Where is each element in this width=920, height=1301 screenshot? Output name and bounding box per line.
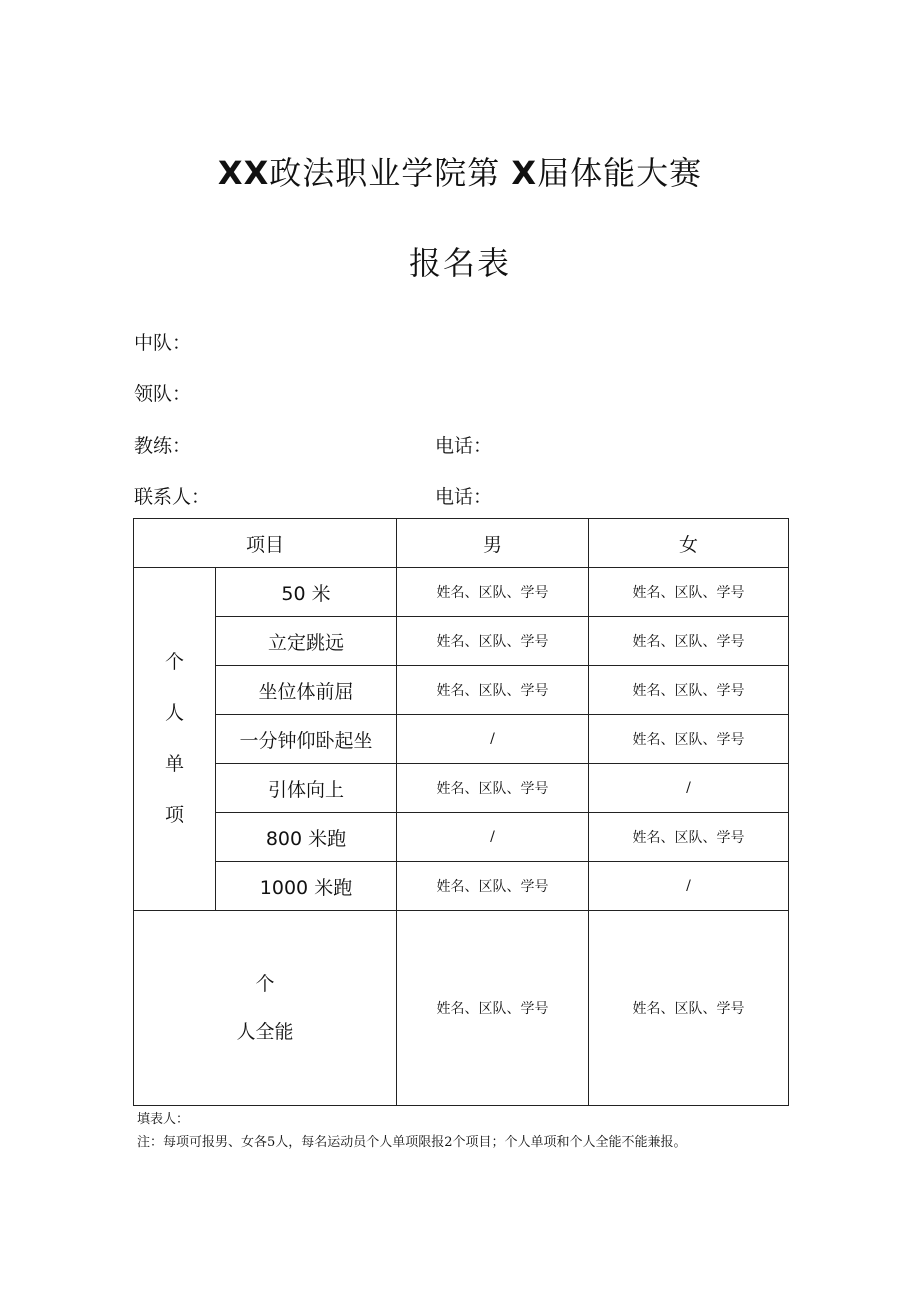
event-label: 米 [311,582,331,605]
coach-phone-label: 电话： [435,435,493,457]
all-around-line2: 人全能 [236,1021,294,1043]
event-name [216,813,397,862]
title-x: X [511,154,538,192]
event-number: 800 [265,827,303,850]
squad-label: 中队： [134,332,192,354]
table-row-all-around [134,911,789,1106]
event-name: 坐位体前屈 [216,666,397,715]
category-char: 人 [164,702,184,724]
female-entry: 姓名、区队、学号 [589,911,789,1106]
event-number: 50 [281,582,306,605]
table-row [134,666,789,715]
event-name: 立定跳远 [216,617,397,666]
header-male: 男 [397,519,589,568]
category-individual [134,568,216,911]
registration-table [133,518,789,1106]
event-label: 米跑 [314,876,353,899]
category-all-around [134,911,397,1106]
table-header-row [134,519,789,568]
category-char: 个 [164,651,184,673]
event-name [216,862,397,911]
event-name [216,568,397,617]
page-subtitle: 报名表 [408,244,511,282]
event-number: 1000 [259,876,309,899]
category-char: 单 [164,753,184,775]
table-row [134,715,789,764]
female-entry: 姓名、区队、学号 [589,666,789,715]
title-prefix: XX [217,154,270,192]
leader-label: 领队： [134,383,192,405]
table-row [134,764,789,813]
title-suffix: 届体能大赛 [537,154,703,192]
event-name: 引体向上 [216,764,397,813]
table-row [134,617,789,666]
table-row [134,568,789,617]
header-female: 女 [589,519,789,568]
male-entry: 姓名、区队、学号 [397,911,589,1106]
header-item: 项目 [134,519,397,568]
table-row [134,862,789,911]
female-entry: 姓名、区队、学号 [589,715,789,764]
event-name: 一分钟仰卧起坐 [216,715,397,764]
category-char: 项 [164,804,184,826]
all-around-line1: 个 [255,973,275,995]
male-entry: 姓名、区队、学号 [397,764,589,813]
male-entry: 姓名、区队、学号 [397,862,589,911]
contact-label: 联系人： [134,486,211,508]
female-entry: / [589,764,789,813]
footnote: 注：每项可报男、女各5人，每名运动员个人单项限报2个项目；个人单项和个人全能不能兼报。 [137,1135,687,1150]
female-entry: 姓名、区队、学号 [589,813,789,862]
male-entry: 姓名、区队、学号 [397,617,589,666]
page-title [0,148,920,194]
event-label: 米跑 [308,827,347,850]
title-middle: 政法职业学院第 [269,154,501,192]
female-entry: 姓名、区队、学号 [589,617,789,666]
contact-phone-label: 电话： [435,486,493,508]
male-entry: 姓名、区队、学号 [397,666,589,715]
male-entry: / [397,715,589,764]
male-entry: / [397,813,589,862]
female-entry: / [589,862,789,911]
filler-label: 填表人： [137,1112,190,1127]
table-row [134,813,789,862]
coach-label: 教练： [134,435,192,457]
female-entry: 姓名、区队、学号 [589,568,789,617]
male-entry: 姓名、区队、学号 [397,568,589,617]
